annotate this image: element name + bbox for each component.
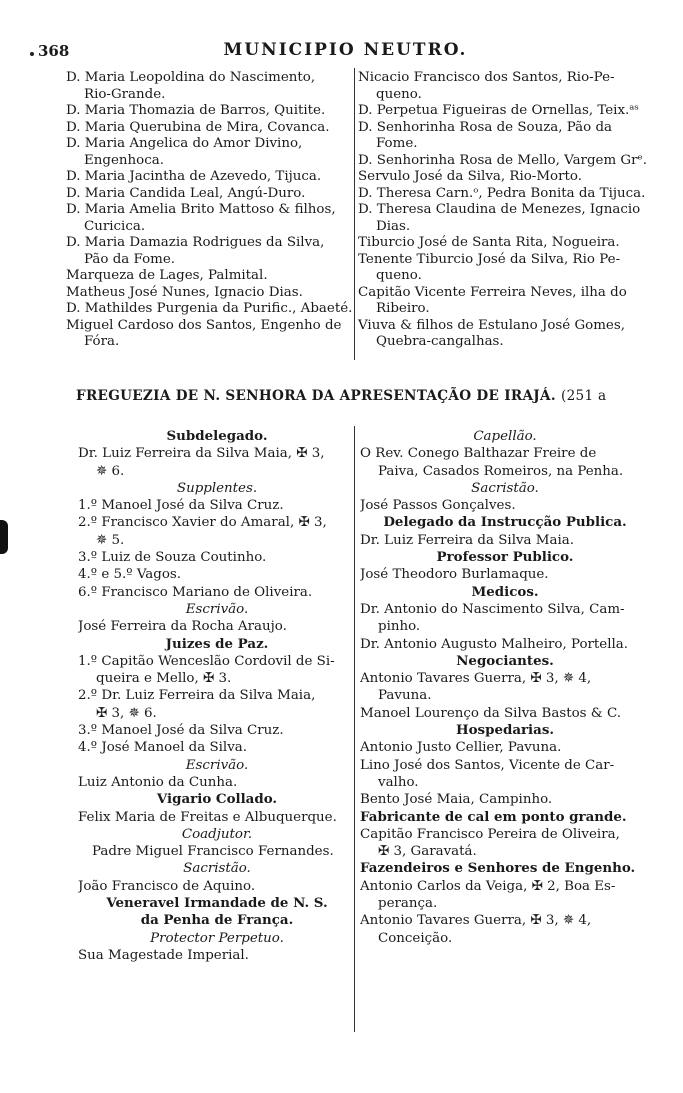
list-item: D. Maria Jacintha de Azevedo, Tijuca.	[66, 169, 322, 184]
list-item: Dr. Antonio do Nascimento Silva, Cam-	[360, 601, 625, 617]
heading-fabricante: Fabricante de cal em ponto grande.	[360, 808, 627, 825]
heading-medicos: Medicos.	[471, 583, 539, 600]
list-item: D. Maria Leopoldina do Nascimento,	[66, 70, 316, 85]
page-title: MUNICIPIO NEUTRO.	[223, 40, 468, 60]
heading-irmandade-2: da Penha de França.	[140, 912, 294, 929]
list-item: Dr. Luiz Ferreira da Silva Maia.	[360, 532, 574, 548]
heading-escrivao-2: Escrivão.	[185, 757, 249, 773]
lower-right-column	[360, 428, 650, 947]
list-item: Tenente Tiburcio José da Silva, Rio Pe-	[358, 251, 621, 267]
list-item: Capitão Francisco Pereira de Oliveira,	[360, 826, 620, 842]
list-item: Padre Miguel Francisco Fernandes.	[92, 844, 334, 860]
heading-subdelegado: Subdelegado.	[166, 428, 268, 444]
ink-dot	[30, 52, 34, 56]
page-header	[38, 40, 653, 64]
list-item: D. Maria Angelica do Amor Divino,	[66, 136, 303, 151]
heading-escrivao: Escrivão.	[185, 601, 249, 617]
list-item: Viuva & filhos de Estulano José Gomes,	[358, 317, 625, 333]
list-item: queno.	[376, 268, 422, 283]
list-item: ✠ 3, ✵ 6.	[96, 705, 157, 721]
list-item: D. Senhorinha Rosa de Souza, Pão da	[358, 119, 613, 135]
list-item: Antonio Tavares Guerra, ✠ 3, ✵ 4,	[360, 913, 592, 929]
list-item: 4.º José Manoel da Silva.	[78, 740, 248, 756]
list-item: D. Maria Candida Leal, Angú-Duro.	[66, 185, 306, 201]
heading-hospedarias: Hospedarias.	[455, 722, 555, 739]
binding-mark	[0, 520, 8, 554]
column-divider-lower	[354, 426, 355, 1032]
list-item: 4.º e 5.º Vagos.	[78, 567, 182, 583]
list-item: Pavuna.	[378, 688, 432, 704]
list-item: Lino José dos Santos, Vicente de Car-	[360, 757, 615, 773]
list-item: D. Senhorinha Rosa de Mello, Vargem Grᵉ.	[358, 152, 647, 168]
heading-irmandade: Veneravel Irmandade de N. S.	[106, 895, 328, 912]
top-right-column	[358, 70, 648, 351]
list-item: Sua Magestade Imperial.	[78, 947, 249, 963]
list-item: D. Maria Thomazia de Barros, Quitite.	[66, 103, 326, 118]
lower-left-column	[78, 428, 356, 964]
list-item: valho.	[378, 774, 419, 790]
list-item: ✵ 5.	[96, 532, 125, 548]
list-item: perança.	[378, 896, 438, 912]
section-title: FREGUEZIA DE N. SENHORA DA APRESENTAÇÃO DE IRAJÁ.	[76, 388, 556, 404]
list-item: Tiburcio José de Santa Rita, Nogueira.	[358, 235, 620, 250]
heading-sacristao: Sacristão.	[183, 861, 251, 877]
list-item: Ribeiro.	[376, 301, 430, 316]
list-item: queira e Mello, ✠ 3.	[96, 671, 232, 687]
list-item: Antonio Justo Cellier, Pavuna.	[360, 740, 562, 756]
list-item: José Passos Gonçalves.	[360, 498, 516, 514]
list-item: Dias.	[376, 218, 411, 234]
list-item: Conceição.	[378, 930, 453, 946]
list-item: D. Theresa Claudina de Menezes, Ignacio	[358, 202, 641, 217]
list-item: Dr. Antonio Augusto Malheiro, Portella.	[360, 636, 629, 652]
heading-protector: Protector Perpetuo.	[150, 930, 284, 946]
heading-juizes: Juizes de Paz.	[165, 635, 269, 652]
list-item: ✠ 3, Garavatá.	[378, 844, 477, 860]
list-item: D. Maria Amelia Brito Mattoso & filhos,	[66, 202, 336, 217]
heading-coadjutor: Coadjutor.	[181, 826, 253, 842]
page-number: 368	[38, 42, 70, 60]
list-item: D. Theresa Carn.ᵒ, Pedra Bonita da Tijuca.	[358, 185, 646, 201]
list-item: pinho.	[378, 619, 421, 635]
list-item: Engenhoca.	[84, 152, 164, 168]
list-item: 1.º Capitão Wenceslão Cordovil de Si-	[78, 653, 335, 669]
list-item: Servulo José da Silva, Rio-Morto.	[358, 169, 582, 184]
list-item: Matheus José Nunes, Ignacio Dias.	[66, 284, 303, 300]
column-divider	[354, 68, 355, 360]
section-range: (251 a	[560, 388, 607, 404]
list-item: Luiz Antonio da Cunha.	[78, 774, 238, 790]
heading-fazendeiros: Fazendeiros e Senhores de Engenho.	[360, 860, 636, 877]
section-heading	[76, 388, 606, 404]
list-item: Antonio Tavares Guerra, ✠ 3, ✵ 4,	[360, 671, 592, 687]
heading-professor: Professor Publico.	[436, 549, 574, 566]
list-item: Bento José Maia, Campinho.	[360, 792, 553, 808]
list-item: Nicacio Francisco dos Santos, Rio-Pe-	[358, 70, 615, 85]
list-item: Curicica.	[84, 218, 146, 234]
list-item: 3.º Manoel José da Silva Cruz.	[78, 723, 284, 739]
top-left-column	[66, 70, 352, 351]
list-item: 2.º Dr. Luiz Ferreira da Silva Maia,	[78, 688, 316, 704]
list-item: D. Maria Damazia Rodrigues da Silva,	[66, 235, 325, 250]
list-item: Antonio Carlos da Veiga, ✠ 2, Boa Es-	[360, 878, 616, 894]
list-item: Dr. Luiz Ferreira da Silva Maia, ✠ 3,	[78, 446, 325, 462]
list-item: Miguel Cardoso dos Santos, Engenho de	[66, 317, 342, 333]
list-item: O Rev. Conego Balthazar Freire de	[360, 446, 597, 462]
list-item: José Theodoro Burlamaque.	[360, 567, 549, 583]
list-item: 1.º Manoel José da Silva Cruz.	[78, 498, 284, 514]
list-item: 6.º Francisco Mariano de Oliveira.	[78, 584, 313, 600]
list-item: 3.º Luiz de Souza Coutinho.	[78, 550, 267, 566]
list-item: D. Maria Querubina de Mira, Covanca.	[66, 119, 330, 135]
list-item: Capitão Vicente Ferreira Neves, ilha do	[358, 284, 627, 300]
heading-capellao: Capellão.	[473, 429, 537, 444]
heading-vigario: Vigario Collado.	[156, 791, 278, 808]
list-item: Marqueza de Lages, Palmital.	[66, 268, 268, 283]
list-item: D. Mathildes Purgenia da Purific., Abaeté.	[66, 301, 352, 316]
list-item: Paiva, Casados Romeiros, na Penha.	[378, 463, 624, 479]
heading-negociantes: Negociantes.	[456, 652, 554, 669]
list-item: Pão da Fome.	[84, 251, 176, 267]
list-item: Fóra.	[84, 334, 120, 349]
list-item: Manoel Lourenço da Silva Bastos & C.	[360, 705, 622, 721]
list-item: queno.	[376, 86, 422, 102]
list-item: José Ferreira da Rocha Araujo.	[78, 619, 287, 635]
list-item: Fome.	[376, 136, 418, 151]
list-item: Rio-Grande.	[84, 86, 166, 102]
list-item: Quebra-cangalhas.	[376, 334, 504, 349]
list-item: 2.º Francisco Xavier do Amaral, ✠ 3,	[78, 515, 327, 531]
heading-delegado: Delegado da Instrucção Publica.	[383, 514, 627, 531]
list-item: João Francisco de Aquino.	[78, 878, 256, 894]
list-item: ✵ 6.	[96, 463, 125, 479]
list-item: D. Perpetua Figueiras de Ornellas, Teix.ᵃˢ	[358, 103, 639, 118]
list-item: Felix Maria de Freitas e Albuquerque.	[78, 809, 337, 825]
heading-sacristao-right: Sacristão.	[471, 480, 539, 496]
heading-supplentes: Supplentes.	[176, 480, 258, 496]
